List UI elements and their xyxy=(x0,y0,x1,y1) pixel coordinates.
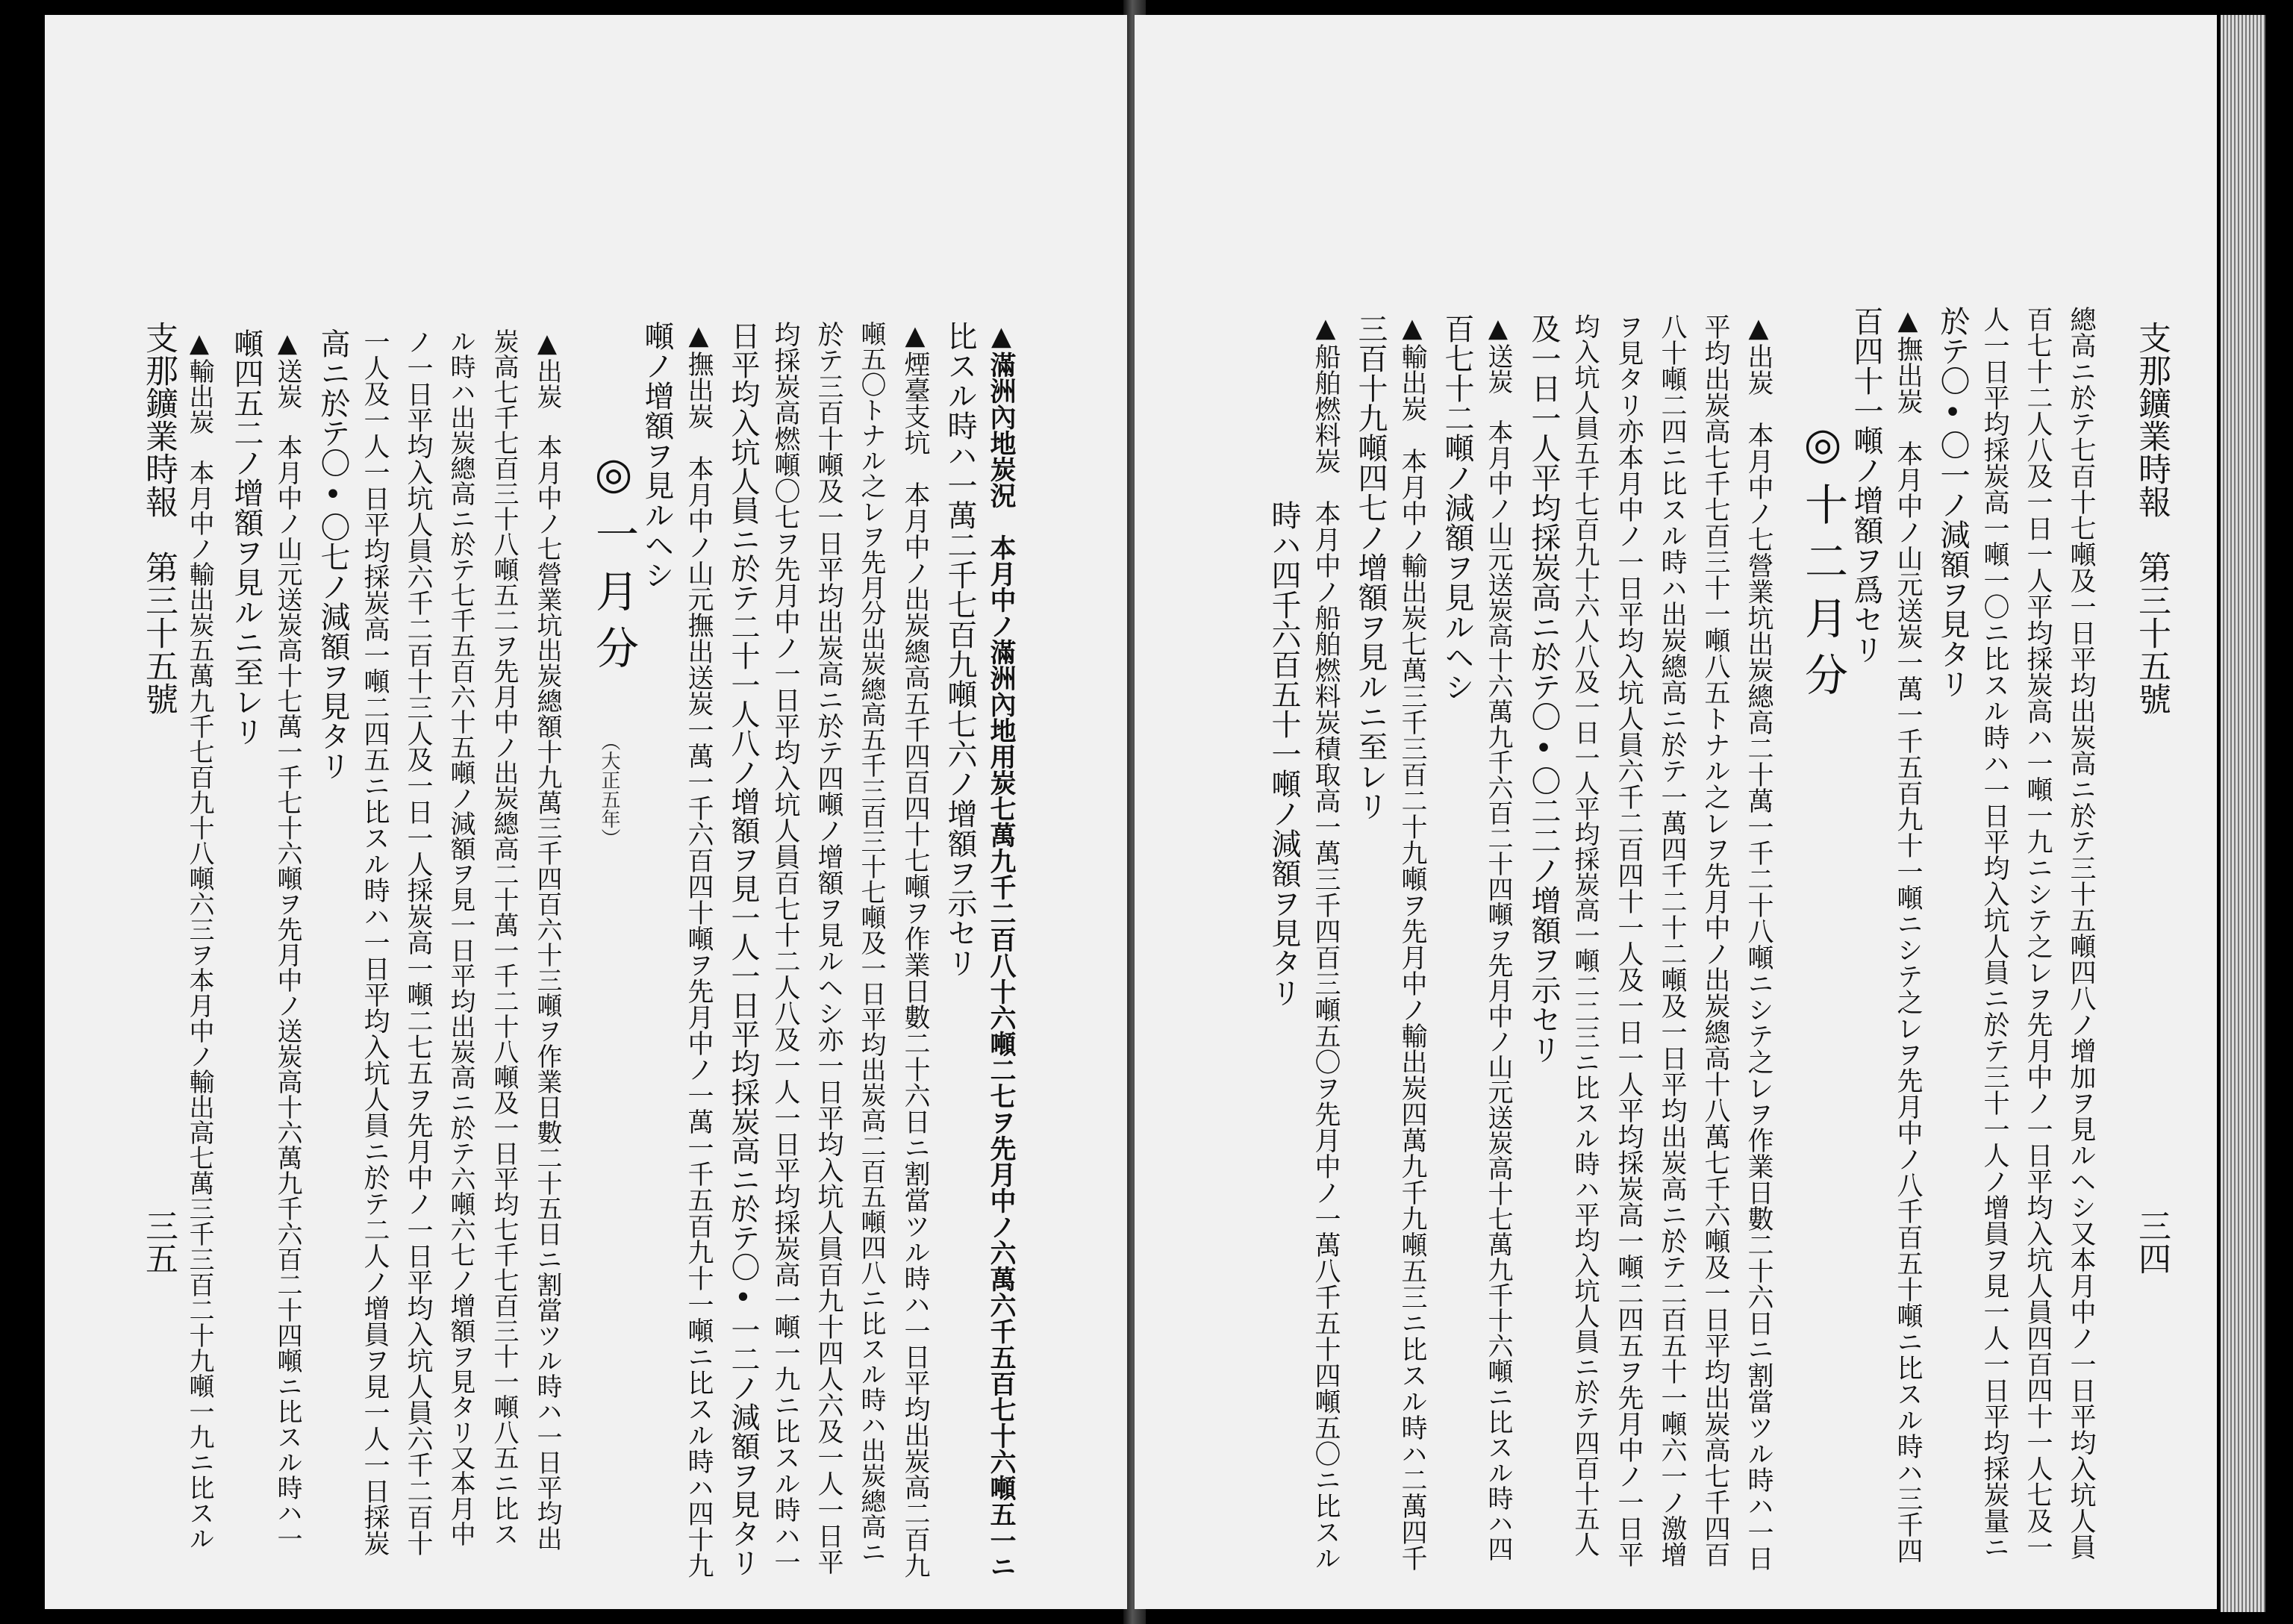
text-line: ル時ハ出炭總高ニ於テ七千五百六十五噸ノ減額ヲ見一日平均出炭高ニ於テ六噸六七ノ增額ヲ見タリ又本月中 xyxy=(446,328,475,1546)
text-line: ▲送炭 本月中ノ山元送炭高十六萬九千六百二十四噸ヲ先月中ノ山元送炭高十七萬九千十六噸ニ比スル時ハ四 xyxy=(1483,313,1513,1561)
text-line: 噸五〇トナル之レヲ先月分出炭總高五千三百三十七噸及一日平均出炭高二百五噸四八ニ比スル時ハ出炭總高ニ xyxy=(856,321,886,1564)
text-line: 平均出炭高七千七百三十一噸八五トナル之レヲ先月中ノ出炭總高十八萬七千六噸及一日平均出炭高七千四百 xyxy=(1700,313,1730,1567)
text-line: 八十噸二四ニ比スル時ハ出炭總高ニ於テ一萬四千二十二噸及一日平均出炭高ニ於テ二百五十一噸六一ノ激增 xyxy=(1657,313,1687,1567)
text-line: ▲出炭 本月中ノ七營業坑出炭總高二十萬一千二十八噸ニシテ之レヲ作業日數二十六日ニ割當ツル時ハ一日 xyxy=(1744,313,1773,1571)
right-page xyxy=(1135,15,2217,1609)
left-page xyxy=(45,15,1127,1609)
text-line: 炭高七千七百三十八噸五二ヲ先月中ノ出炭總高二十萬一千二十八噸及一日平均七千七百三十一噸八五ニ比ス xyxy=(489,328,519,1546)
text-line: ▲船舶燃料炭 本月中ノ船舶燃料炭積取高一萬三千四百三噸五〇ヲ先月中ノ一萬八千五十四噸五〇ニ比スル xyxy=(1311,313,1341,1571)
text-line: 於テ〇•〇一ノ減額ヲ見タリ xyxy=(1935,306,1970,699)
text-line: 均入坑人員五千七百九十六人八及一日一人平均採炭高一噸二二三ニ比スル時ハ平均入坑人員ニ於テ四百十五人 xyxy=(1570,313,1600,1557)
text-line: 百七十二人八及一日一人平均採炭高ハ一噸一九ニシテ之レヲ先月中ノ一日平均入坑人員四百四十一人七及一 xyxy=(2023,306,2053,1560)
text-line: 均採炭高燃噸〇七ヲ先月中ノ一日平均入坑人員百七十二人八及一人一日平均採炭高一噸一九ニ比スル時ハ一 xyxy=(770,321,800,1575)
page-number: 三五 xyxy=(140,1209,178,1275)
running-header: 支那鑛業時報 第三十五號 xyxy=(2133,321,2171,715)
text-line: ▲送炭 本月中ノ山元送炭高十七萬一千七十六噸ヲ先月中ノ送炭高十六萬九千六百二十四噸ニ比スル時ハ一 xyxy=(272,328,302,1551)
text-line: 比スル時ハ一萬二千七百九噸七六ノ增額ヲ示セリ xyxy=(943,321,977,978)
text-line: 百四十一噸ノ增額ヲ爲セリ xyxy=(1849,306,1883,664)
text-line: ▲輸出炭 本月中ノ輸出炭七萬三千三百二十九噸ヲ先月中ノ輸出炭四萬九千九噸五三ニ比スル時ハ二萬四千 xyxy=(1397,313,1427,1571)
text-line: 噸ノ增額ヲ見ルヘシ xyxy=(640,321,674,590)
text-line: 百七十二噸ノ減額ヲ見ルヘシ xyxy=(1440,313,1474,702)
text-line: 日平均入坑人員ニ於テ二十一人八ノ增額ヲ見一人一日平均採炭高ニ於テ〇•一二ノ減額ヲ見タリ xyxy=(726,321,760,1577)
text-line: ▲撫出炭 本月中ノ山元撫出送炭一萬一千六百四十噸ヲ先月中ノ一萬一千五百九十一噸ニ比スル時ハ四十九 xyxy=(684,321,714,1578)
text-line: ▲煙臺支坑 本月中ノ出炭總高五千四百四十七噸ヲ作業日數二十六日ニ割當ツル時ハ一日平均出炭高二百九 xyxy=(900,321,930,1578)
text-line: 及一日一人平均採炭高ニ於テ〇•〇二二ノ增額ヲ示セリ xyxy=(1526,313,1561,1064)
text-line: ノ一日平均入坑人員六千二百十三人及一日一人採炭高一噸二七五ヲ先月中ノ一日平均入坑人員六千二百十 xyxy=(403,328,433,1556)
text-line: 高ニ於テ〇•〇七ノ減額ヲ見タリ xyxy=(316,328,350,781)
text-line: 人一日平均採炭高一噸一〇ニ比スル時ハ一日平均入坑人員ニ於テ三十一人ノ增員ヲ見一人一日平均採炭量ニ xyxy=(1980,306,2009,1560)
running-footer: 支那鑛業時報 第三十五號 xyxy=(140,321,178,715)
section-title: ◎一月分 xyxy=(588,448,639,682)
page-number: 三四 xyxy=(2133,1209,2171,1275)
text-line: 總高ニ於テ七百十七噸及一日平均出炭高ニ於テ三十五噸四八ノ增加ヲ見ルヘシ又本月中ノ一日平均入坑人員 xyxy=(2066,306,2096,1560)
text-line: ヲ見タリ亦本月中ノ一日平均入坑人員六千二百四十一人及一日一人平均採炭高一噸二四五ヲ先月中ノ一日平 xyxy=(1614,313,1644,1567)
text-line: ▲撫出炭 本月中ノ山元送炭一萬一千五百九十一噸ニシテ之レヲ先月中ノ八千百五十噸ニ比スル時ハ三千四 xyxy=(1893,306,1923,1564)
text-line: 噸四五二ノ增額ヲ見ルニ至レリ xyxy=(229,328,263,746)
text-line: 於テ三百十噸及一日平均出炭高ニ於テ四噸ノ增額ヲ見ルヘシ亦一日平均入坑人員百九十四人六及一人一日平 xyxy=(814,321,843,1575)
section-title: ◎十二月分 xyxy=(1797,418,1848,709)
text-line: 三百十九噸四七ノ增額ヲ見ルニ至レリ xyxy=(1353,313,1388,821)
text-line: 時ハ四千六百五十一噸ノ減額ヲ見タリ xyxy=(1267,500,1301,1008)
text-line: ▲出炭 本月中ノ七營業坑出炭總額十九萬三千四百六十三噸ヲ作業日數二十五日ニ割當ツル時ハ一日平均出 xyxy=(532,328,562,1551)
text-line: ▲輸出炭 本月中ノ輸出炭五萬九千七百九十八噸六三ヲ本月中ノ輸出高七萬三千三百二十九噸一九ニ比スル xyxy=(184,328,214,1551)
text-line: 一人及一人一日平均採炭高一噸二四五ニ比スル時ハ一日平均入坑人員ニ於テ二人ノ增員ヲ見一人一日採炭 xyxy=(360,328,390,1556)
year-note: （大正五年） xyxy=(598,731,620,848)
page-edges xyxy=(2221,15,2265,1612)
text-line: ▲滿洲內地炭況 本月中ノ滿洲內地用炭七萬九千二百八十六噸二七ヲ先月中ノ六萬六千五百七十六噸五一ニ xyxy=(986,321,1017,1579)
